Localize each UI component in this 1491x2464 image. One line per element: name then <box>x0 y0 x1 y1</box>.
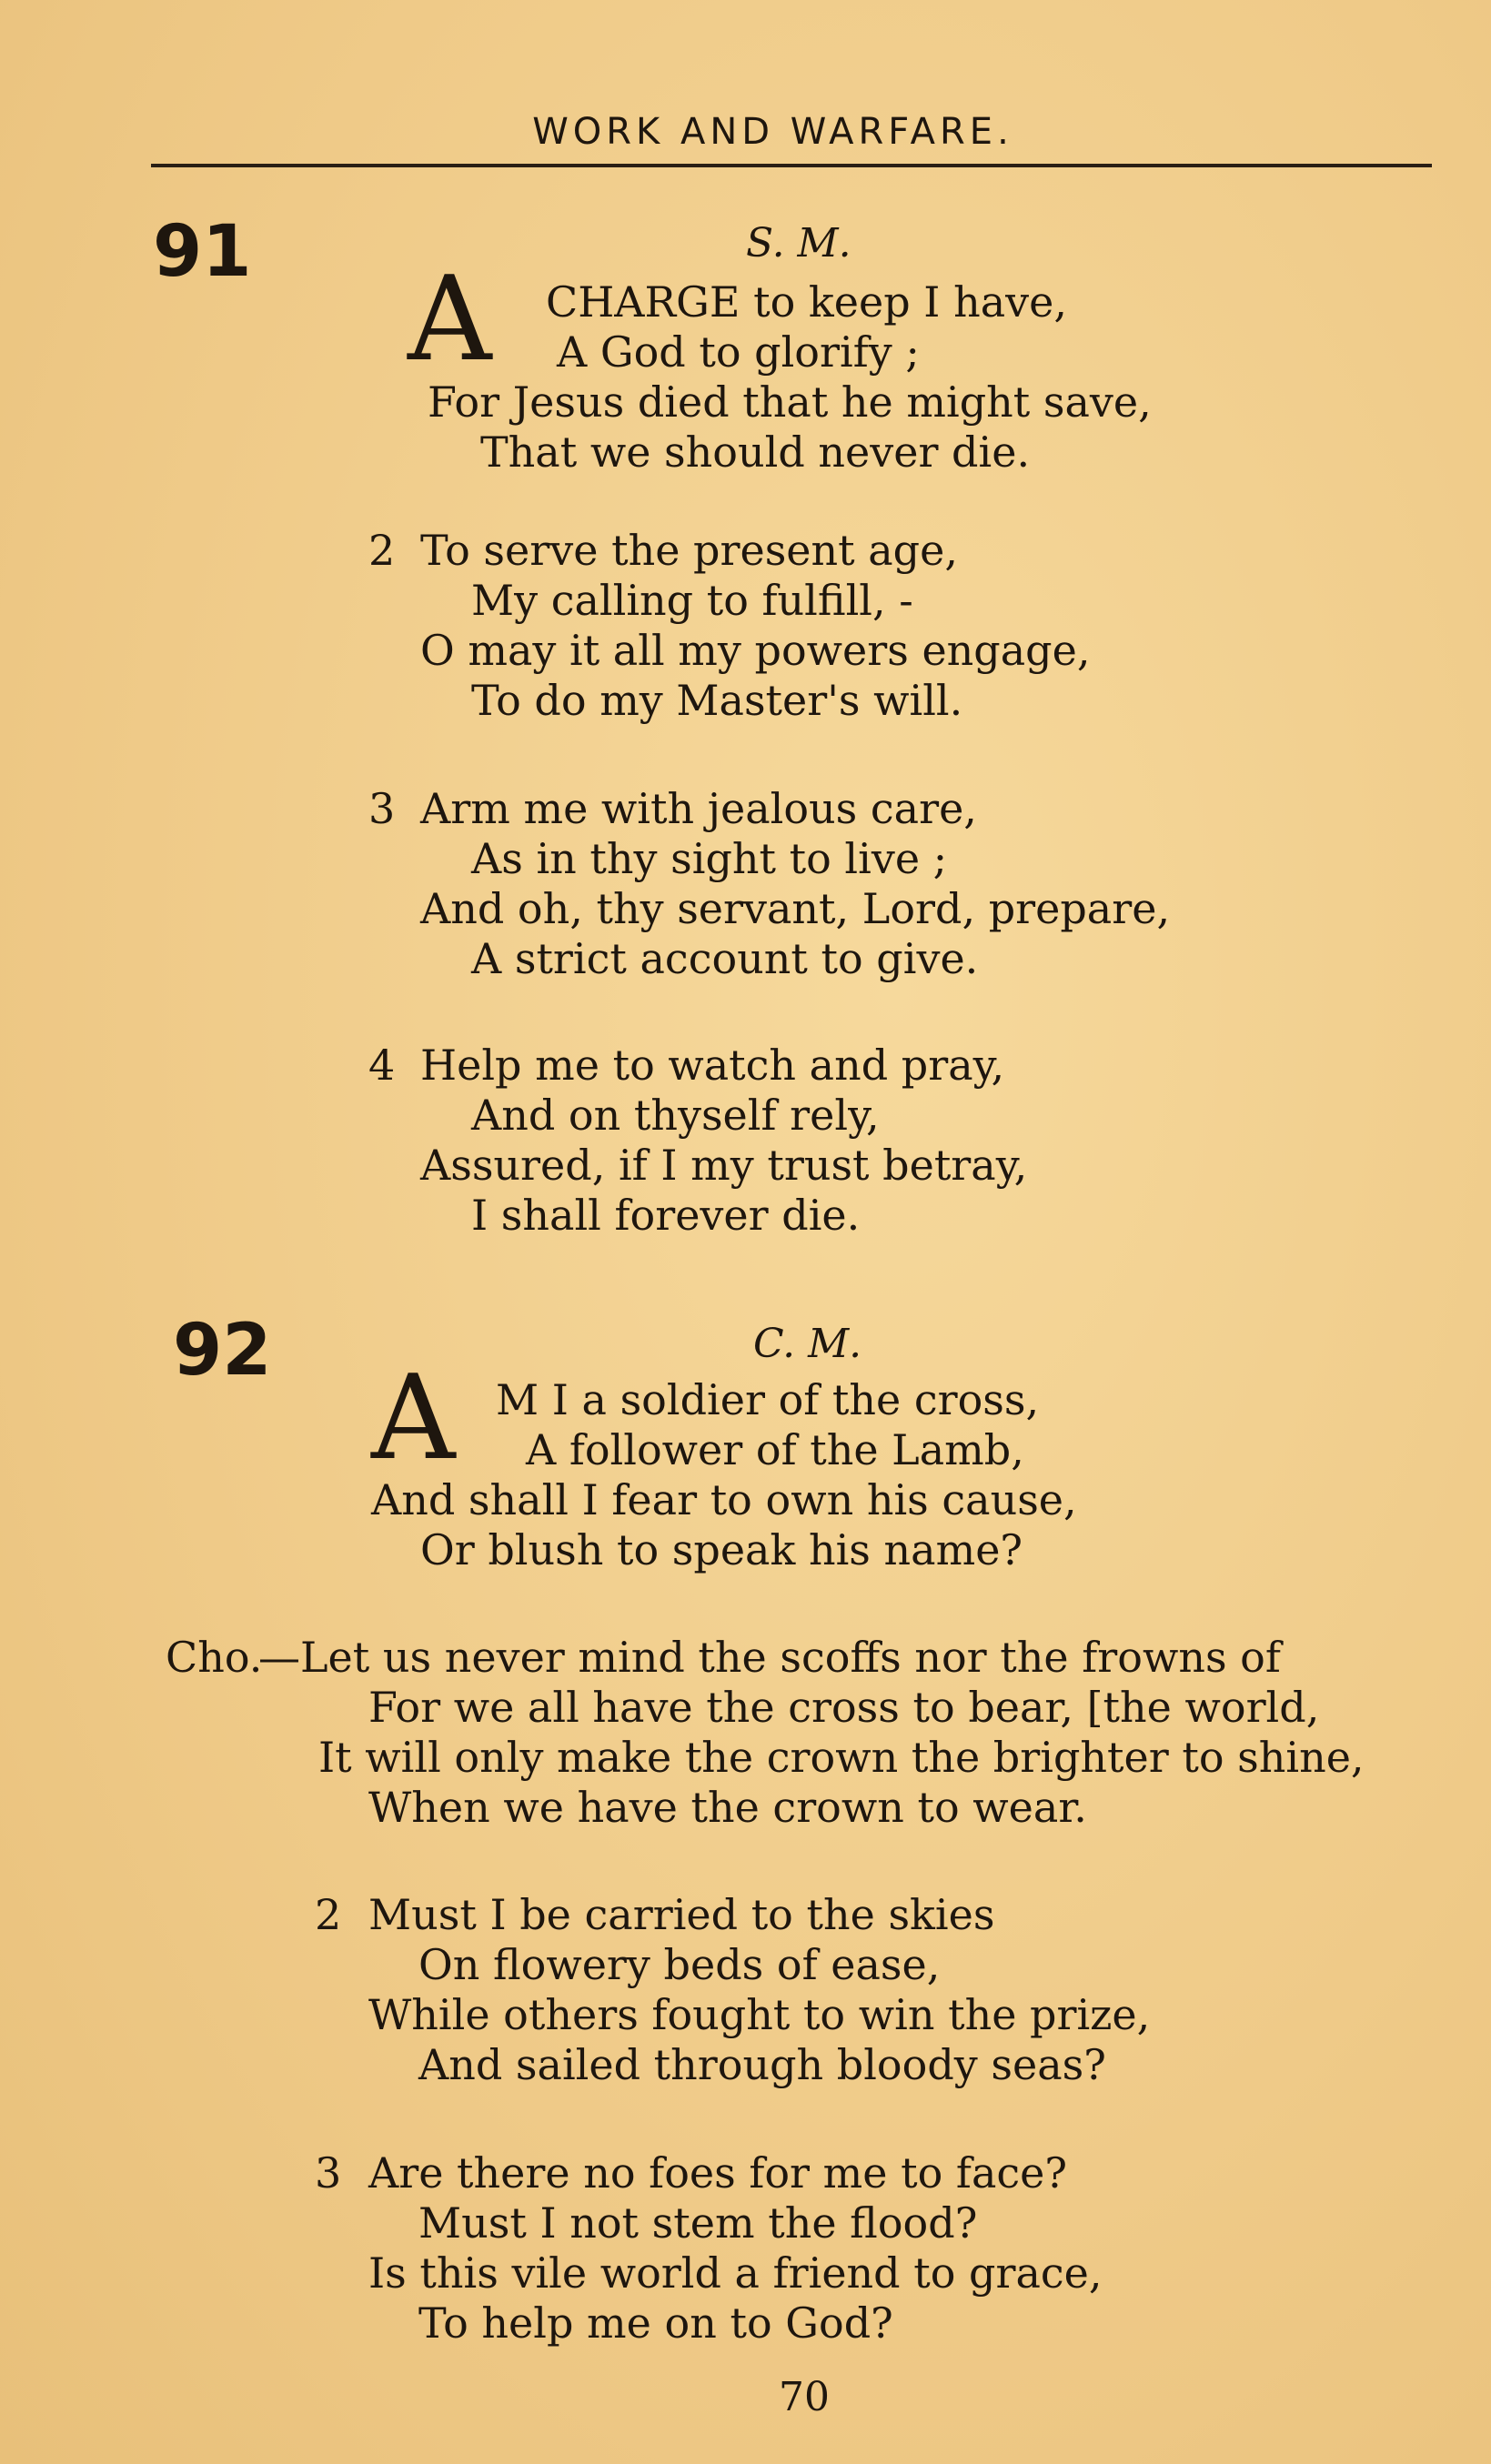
verse-line: On flowery beds of ease, <box>418 1940 941 1989</box>
chorus-label: Cho. <box>166 1633 263 1682</box>
verse-line: While others fought to win the prize, <box>368 1990 1151 2039</box>
verse-line: O may it all my powers engage, <box>420 626 1091 675</box>
verse-line: I shall forever die. <box>471 1191 861 1240</box>
verse-number: 2 <box>315 1890 342 1939</box>
chorus-line: For we all have the cross to bear, [the world, <box>368 1683 1320 1732</box>
drop-cap: A <box>371 1351 456 1486</box>
verse-line: CHARGE to keep I have, <box>546 277 1067 327</box>
verse-line: Must I not stem the flood? <box>418 2198 978 2248</box>
verse-line: Is this vile world a friend to grace, <box>368 2248 1103 2298</box>
header-rule <box>151 164 1432 167</box>
verse-line: To help me on to God? <box>418 2298 893 2348</box>
running-header: WORK AND WARFARE. <box>532 111 1013 153</box>
verse-line: And shall I fear to own his cause, <box>371 1475 1077 1524</box>
verse-line: Assured, if I my trust betray, <box>420 1141 1028 1190</box>
verse-line: Arm me with jealous care, <box>420 784 977 833</box>
hymn-number-92: 92 <box>173 1310 272 1392</box>
verse-line: As in thy sight to live ; <box>471 834 948 883</box>
hymn-meter-92: C. M. <box>753 1321 862 1367</box>
verse-line: Are there no foes for me to face? <box>368 2148 1068 2197</box>
verse-line: Must I be carried to the skies <box>368 1890 995 1939</box>
chorus-line: —Let us never mind the scoffs nor the frowns of <box>258 1633 1281 1682</box>
verse-line: A God to glorify ; <box>557 327 920 377</box>
chorus-line: It will only make the crown the brighter to shine, <box>318 1733 1365 1782</box>
verse-number: 3 <box>315 2148 342 2197</box>
drop-cap: A <box>408 252 492 387</box>
hymn-meter-91: S. M. <box>746 220 851 267</box>
hymn-number-91: 91 <box>153 211 252 293</box>
verse-number: 3 <box>368 784 396 833</box>
verse-line: M I a soldier of the cross, <box>496 1375 1040 1424</box>
verse-line: To do my Master's will. <box>471 676 963 725</box>
verse-line: And sailed through bloody seas? <box>418 2040 1106 2089</box>
verse-line: That we should never die. <box>480 427 1031 477</box>
chorus-line: When we have the crown to wear. <box>368 1783 1087 1832</box>
verse-line: To serve the present age, <box>420 526 958 575</box>
verse-number: 2 <box>368 526 396 575</box>
verse-line: For Jesus died that he might save, <box>428 377 1152 427</box>
verse-line: Or blush to speak his name? <box>420 1525 1023 1574</box>
verse-line: Help me to watch and pray, <box>420 1041 1005 1090</box>
page-number: 70 <box>779 2374 830 2420</box>
verse-line: And on thyself rely, <box>471 1091 880 1140</box>
verse-line: My calling to fulfill, - <box>471 576 913 625</box>
verse-line: A strict account to give. <box>471 934 979 983</box>
verse-line: A follower of the Lamb, <box>526 1425 1024 1474</box>
verse-line: And oh, thy servant, Lord, prepare, <box>420 884 1171 933</box>
verse-number: 4 <box>368 1041 396 1090</box>
